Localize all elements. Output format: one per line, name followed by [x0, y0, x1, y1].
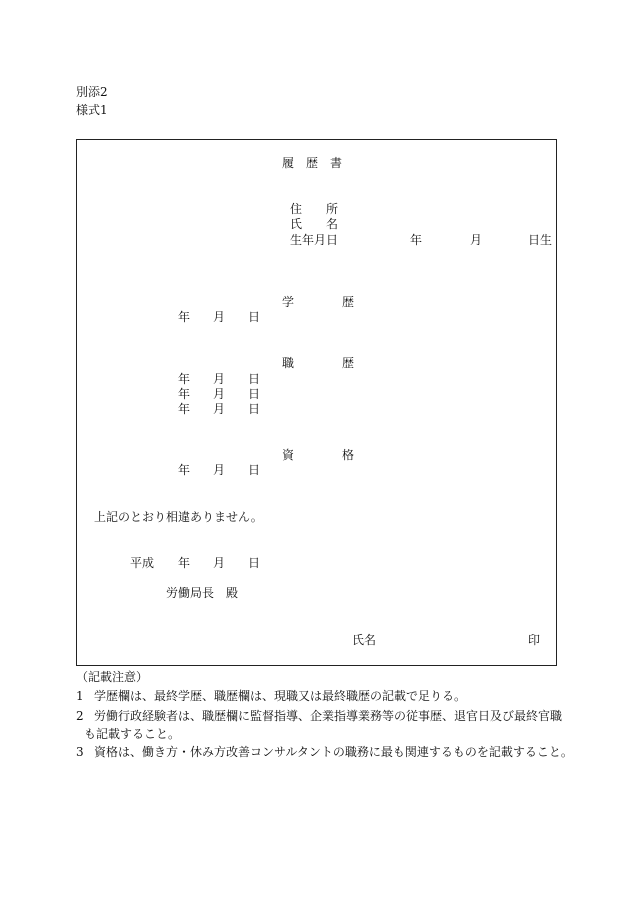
signing-month: 月: [213, 556, 226, 570]
birth-day-label: 日生: [528, 233, 553, 247]
form-title: 履 歴 書: [282, 156, 343, 170]
signing-year: 年: [178, 556, 191, 570]
signing-day: 日: [248, 556, 261, 570]
name-label: 氏 名: [290, 217, 339, 231]
signing-era: 平成: [130, 556, 155, 570]
note-continuation: も記載すること。: [84, 727, 181, 741]
birth-year-label: 年: [410, 233, 423, 247]
attachment-label: 別添2: [76, 85, 108, 99]
education-year: 年: [178, 310, 191, 324]
work-month: 月: [213, 372, 226, 386]
note-text: 労働行政経験者は、職歴欄に監督指導、企業指導業務等の従事歴、退官日及び最終官職: [94, 709, 563, 723]
qualifications-heading: 資 格: [282, 448, 355, 462]
qualification-day: 日: [248, 463, 261, 477]
work-day: 日: [248, 372, 261, 386]
addressee: 労働局長 殿: [166, 586, 239, 600]
work-heading: 職 歴: [282, 356, 355, 370]
declaration-text: 上記のとおり相違ありません。: [94, 510, 263, 524]
education-heading: 学 歴: [282, 295, 355, 309]
note-number: 2: [76, 709, 84, 723]
signature-name-label: 氏名: [352, 633, 377, 647]
education-day: 日: [248, 310, 261, 324]
note-text: 学歴欄は、最終学歴、職歴欄は、現職又は最終職歴の記載で足りる。: [94, 689, 467, 703]
seal-label: 印: [528, 633, 541, 647]
work-year: 年: [178, 387, 191, 401]
work-month: 月: [213, 402, 226, 416]
qualification-month: 月: [213, 463, 226, 477]
work-day: 日: [248, 402, 261, 416]
note-number: 3: [76, 745, 84, 759]
note-text: 資格は、働き方・休み方改善コンサルタントの職務に最も関連するものを記載すること。: [94, 745, 573, 759]
work-year: 年: [178, 372, 191, 386]
work-day: 日: [248, 387, 261, 401]
note-number: 1: [76, 689, 84, 703]
form-label: 様式1: [76, 103, 108, 117]
address-label: 住 所: [290, 202, 339, 216]
work-year: 年: [178, 402, 191, 416]
work-month: 月: [213, 387, 226, 401]
education-month: 月: [213, 310, 226, 324]
birth-date-label: 生年月日: [290, 233, 339, 247]
notes-heading: （記載注意）: [76, 670, 149, 684]
qualification-year: 年: [178, 463, 191, 477]
birth-month-label: 月: [470, 233, 483, 247]
